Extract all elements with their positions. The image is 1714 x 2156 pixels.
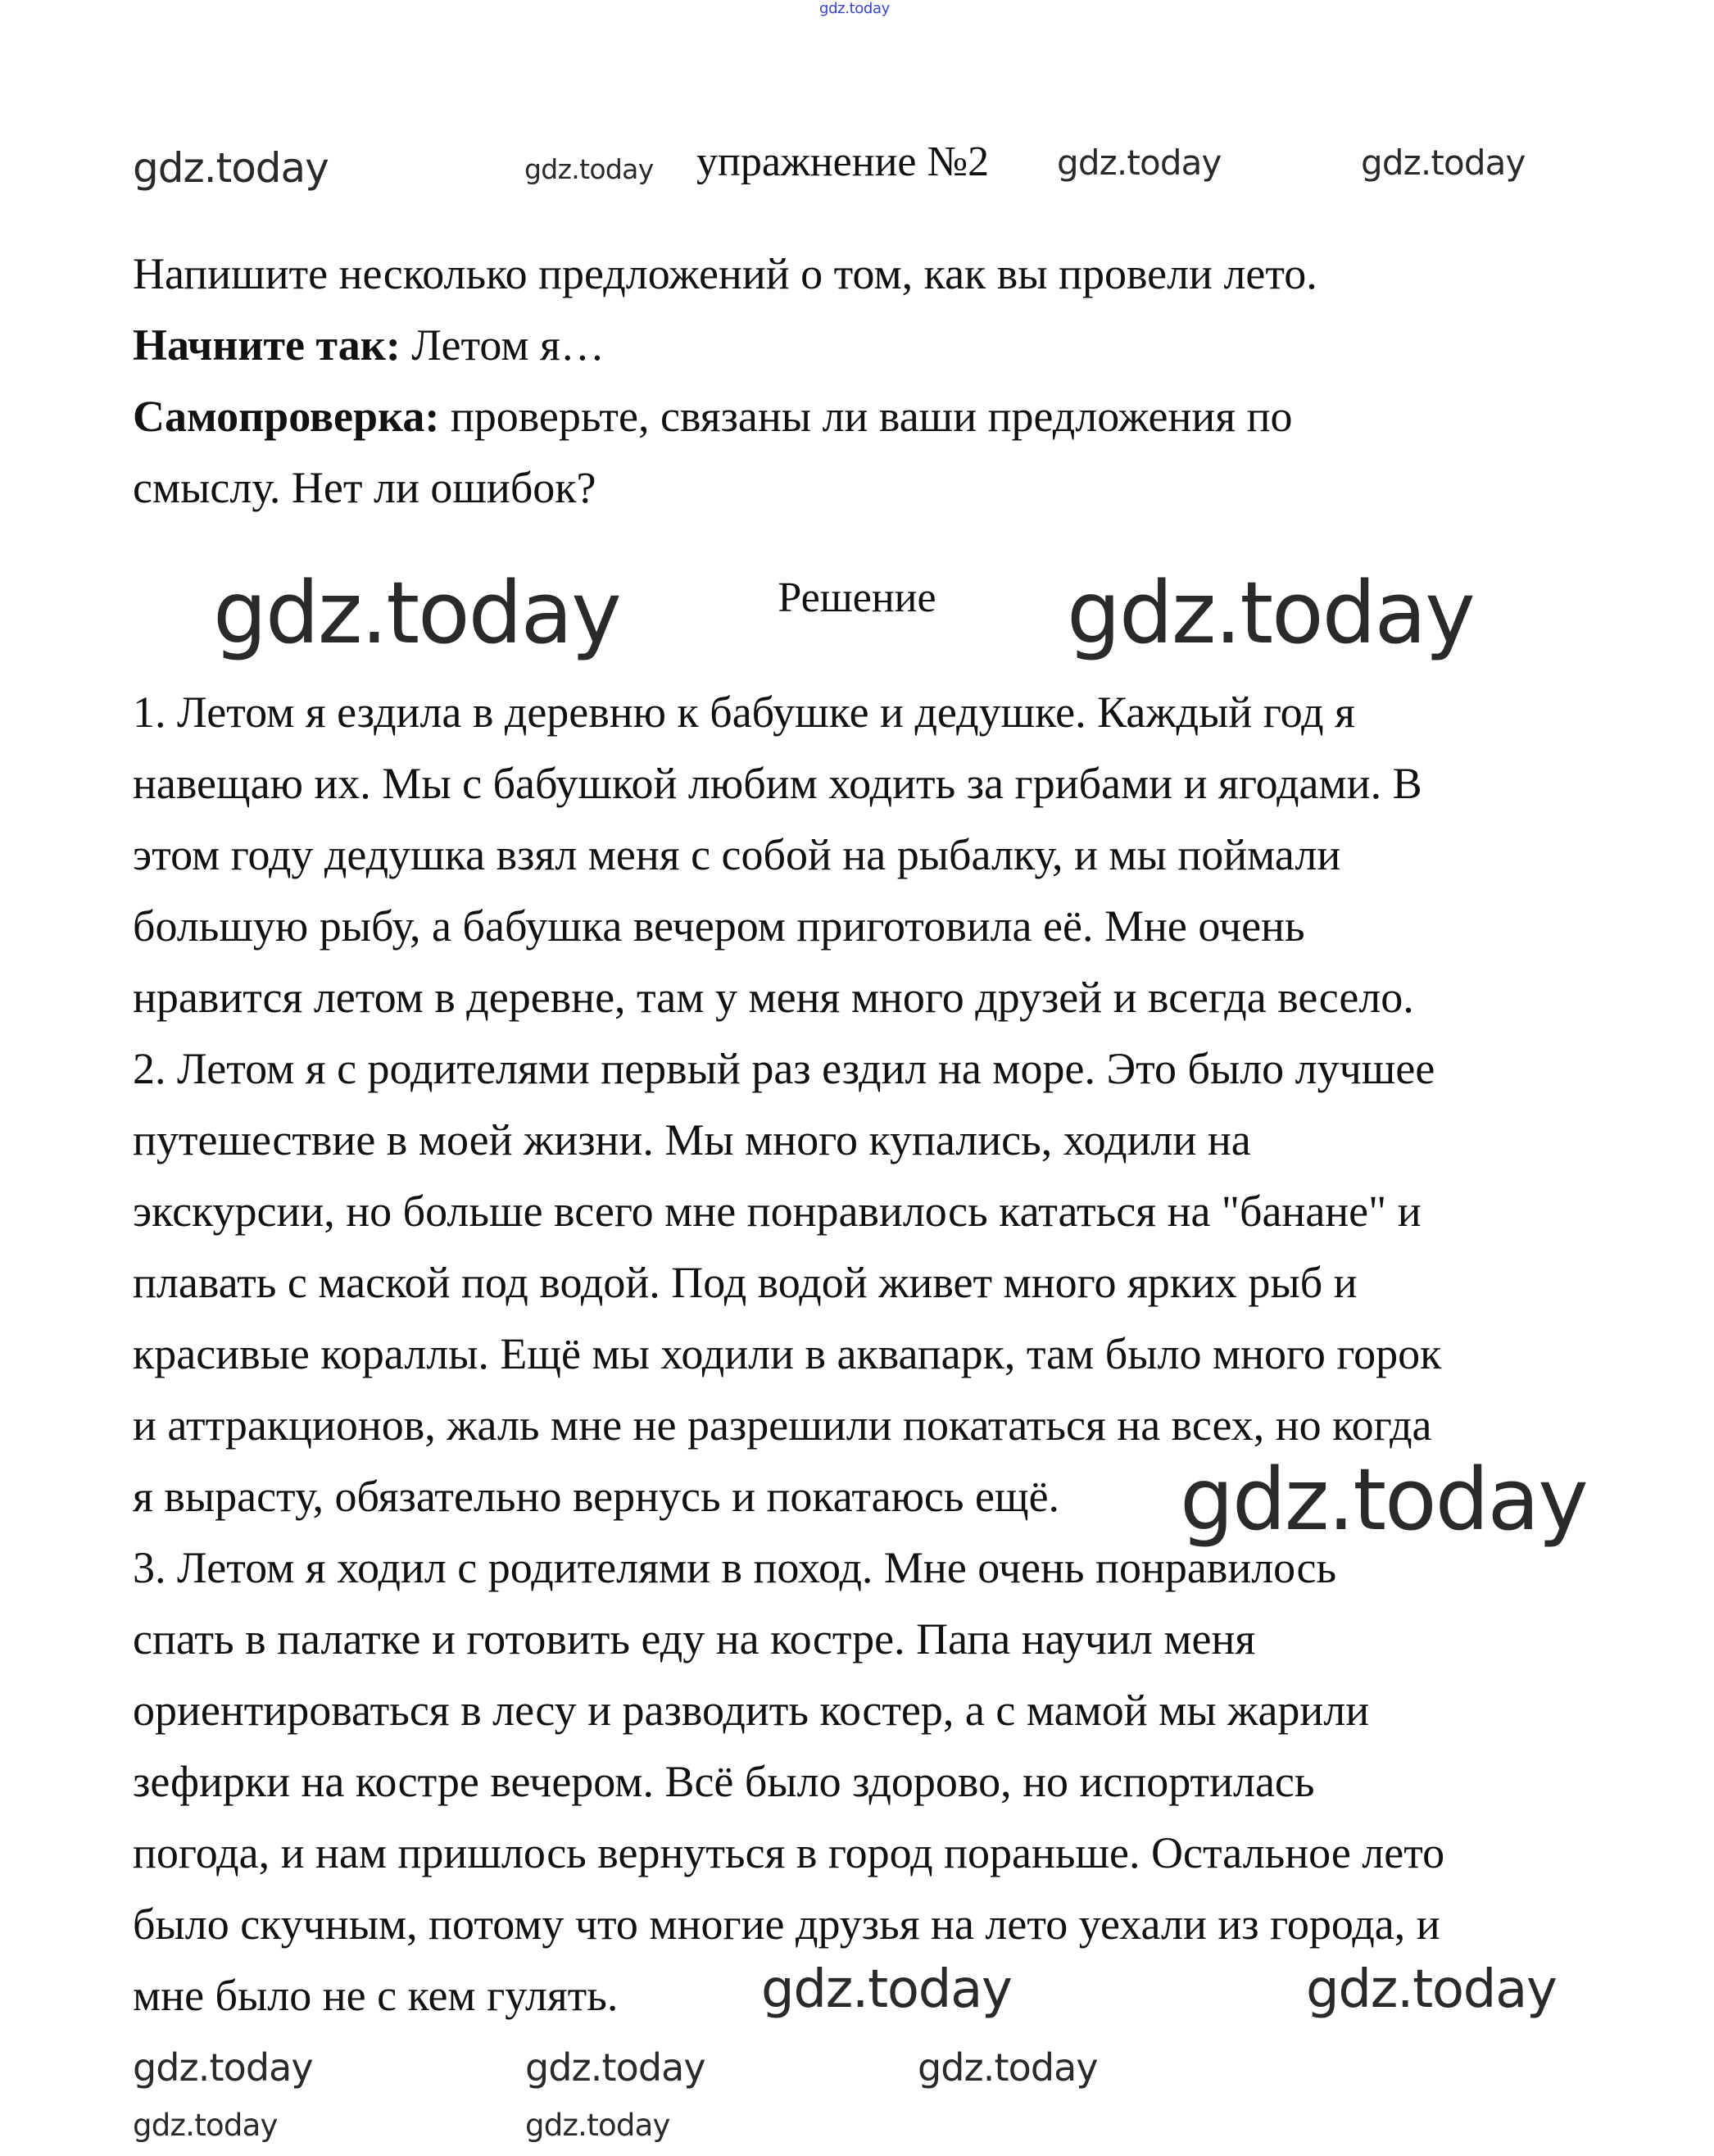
solution-line: было скучным, потому что многие друзья на лето уехали из города, и: [133, 1900, 1440, 1949]
solution-line: зефирки на костре вечером. Всё было здорово, но испортилась: [133, 1757, 1315, 1806]
solution-line: ориентироваться в лесу и разводить костер, а с мамой мы жарили: [133, 1686, 1370, 1735]
task-check-cont: смыслу. Нет ли ошибок?: [133, 463, 596, 512]
solution-text: [133, 677, 1444, 2031]
solution-line: мне было не с кем гулять.: [133, 1971, 619, 2020]
solution-line: этом году дедушка взял меня с собой на рыбалку, и мы поймали: [133, 830, 1341, 879]
task-start: [133, 310, 1317, 381]
solution-line: 2. Летом я с родителями первый раз ездил на море. Это было лучшее: [133, 1044, 1435, 1093]
task-check: [133, 381, 1317, 452]
solution-line: 1. Летом я ездила в деревню к бабушке и дедушке. Каждый год я: [133, 688, 1355, 737]
watermark: gdz.today: [761, 1959, 1012, 2020]
watermark: gdz.today: [1057, 143, 1222, 183]
watermark: gdz.today: [525, 2045, 705, 2090]
solution-heading: Решение: [778, 574, 936, 621]
watermark: gdz.today: [133, 2045, 313, 2090]
start-text: Летом я…: [400, 320, 605, 370]
solution-line: навещаю их. Мы с бабушкой любим ходить за грибами и ягодами. В: [133, 759, 1422, 808]
watermark: gdz.today: [133, 2108, 278, 2143]
top-watermark: gdz.today: [819, 0, 890, 17]
watermark: gdz.today: [1067, 563, 1474, 663]
check-text: проверьте, связаны ли ваши предложения по: [439, 392, 1293, 441]
watermark: gdz.today: [524, 153, 654, 185]
solution-line: путешествие в моей жизни. Мы много купались, ходили на: [133, 1115, 1251, 1164]
solution-line: и аттракционов, жаль мне не разрешили покататься на всех, но когда: [133, 1400, 1432, 1450]
task: [133, 238, 1317, 524]
page-title: упражнение №2: [696, 138, 990, 185]
watermark: gdz.today: [1361, 143, 1526, 183]
start-label: Начните так:: [133, 320, 401, 370]
solution-line: нравится летом в деревне, там у меня много друзей и всегда весело.: [133, 973, 1414, 1022]
watermark: gdz.today: [213, 563, 620, 663]
watermark: gdz.today: [918, 2045, 1098, 2090]
watermark: gdz.today: [1306, 1959, 1557, 2020]
solution-line: большую рыбу, а бабушка вечером приготовила её. Мне очень: [133, 901, 1305, 951]
watermark: gdz.today: [525, 2108, 670, 2143]
solution-line: плавать с маской под водой. Под водой живет много ярких рыб и: [133, 1258, 1358, 1307]
solution-line: 3. Летом я ходил с родителями в поход. Мне очень понравилось: [133, 1543, 1337, 1592]
watermark: gdz.today: [1180, 1450, 1587, 1550]
solution-line: я вырасту, обязательно вернусь и покатаюсь ещё.: [133, 1472, 1060, 1521]
solution-line: погода, и нам пришлось вернуться в город пораньше. Остальное лето: [133, 1828, 1445, 1877]
solution-line: красивые кораллы. Ещё мы ходили в аквапарк, там было много горок: [133, 1329, 1442, 1378]
solution-line: спать в палатке и готовить еду на костре. Папа научил меня: [133, 1614, 1256, 1664]
solution-line: экскурсии, но больше всего мне понравилось кататься на "банане" и: [133, 1187, 1422, 1236]
check-label: Самопроверка:: [133, 392, 440, 441]
watermark: gdz.today: [133, 144, 329, 192]
task-line: Напишите несколько предложений о том, как вы провели лето.: [133, 249, 1317, 298]
